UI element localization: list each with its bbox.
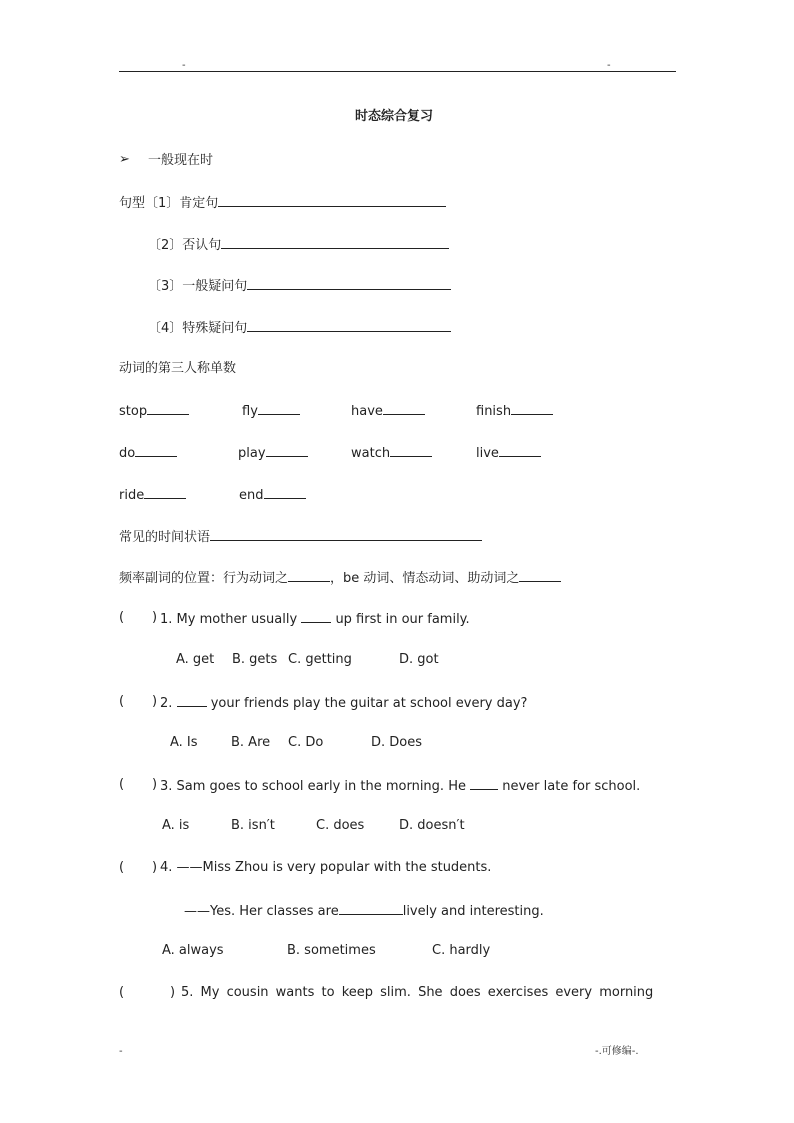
answer-blank[interactable] <box>210 528 482 541</box>
answer-blank[interactable] <box>519 569 561 582</box>
verb-item: watch <box>351 444 432 462</box>
answer-blank[interactable] <box>264 486 306 499</box>
answer-blank[interactable] <box>221 236 449 249</box>
question-paren: ) <box>152 860 158 875</box>
option[interactable]: A. get <box>176 652 215 667</box>
answer-blank[interactable] <box>144 486 186 499</box>
answer-blank[interactable] <box>390 444 432 457</box>
sentence-type-4 <box>148 319 451 337</box>
footer-right-text: -.可修编-. <box>595 1046 639 1057</box>
page-title: 时态综合复习 <box>355 109 434 124</box>
verb-item: finish <box>476 402 553 420</box>
section-heading: 一般现在时 <box>148 153 214 168</box>
question-paren: ( <box>119 860 125 875</box>
answer-blank[interactable] <box>258 402 300 415</box>
option[interactable]: B. sometimes <box>287 943 376 958</box>
time-adverbials-label: 常见的时间状语 <box>119 530 211 545</box>
answer-blank[interactable] <box>511 402 553 415</box>
option[interactable]: B. gets <box>232 652 278 667</box>
verb-item: live <box>476 444 541 462</box>
answer-blank[interactable] <box>383 402 425 415</box>
footer-left-mark: - <box>119 1046 123 1057</box>
answer-blank[interactable] <box>177 694 207 707</box>
time-adverbials-line <box>119 528 482 546</box>
question-2-stem: 2. your friends play the guitar at school every day? <box>160 696 528 711</box>
question-paren: ( <box>119 777 125 792</box>
question-paren: ) <box>152 777 158 792</box>
verb-item: stop <box>119 402 189 420</box>
option[interactable]: D. Does <box>371 735 423 750</box>
verb-item: end <box>239 486 306 504</box>
question-paren: ) <box>152 610 158 625</box>
question-3-stem: 3. Sam goes to school early in the morning. He never late for school. <box>160 779 641 794</box>
verb-item: fly <box>242 402 300 420</box>
option[interactable]: A. always <box>162 943 224 958</box>
sentence-type-item: 〔2〕否认句 <box>148 238 222 253</box>
option[interactable]: B. isn′t <box>231 818 275 833</box>
sentence-type-item: 〔3〕一般疑问句 <box>148 279 248 294</box>
option[interactable]: C. Do <box>288 735 324 750</box>
option[interactable]: C. does <box>316 818 365 833</box>
verb-item: ride <box>119 486 186 504</box>
question-4-reply: ——Yes. Her classes are lively and interesting. <box>184 904 544 919</box>
header-rule <box>119 71 676 72</box>
answer-blank[interactable] <box>247 277 451 290</box>
question-paren: ( <box>119 610 125 625</box>
answer-blank[interactable] <box>147 402 189 415</box>
verb-item: do <box>119 444 177 462</box>
question-paren: ) <box>152 694 158 709</box>
question-5-stem: 5. My cousin wants to keep slim. She does exercises every morning <box>181 985 654 1000</box>
question-paren: ( <box>119 985 125 1000</box>
option[interactable]: C. getting <box>288 652 352 667</box>
option[interactable]: C. hardly <box>432 943 491 958</box>
answer-blank[interactable] <box>135 444 177 457</box>
header-left-mark: - <box>182 60 186 71</box>
sentence-type-label: 句型 <box>119 196 146 211</box>
answer-blank[interactable] <box>499 444 541 457</box>
answer-blank[interactable] <box>247 319 451 332</box>
frequency-line: 频率副词的位置：行为动词之 ，be 动词、情态动词、助动词之 <box>119 569 561 587</box>
option[interactable]: D. doesn′t <box>399 818 465 833</box>
question-paren: ( <box>119 694 125 709</box>
question-4-stem: 4. ——Miss Zhou is very popular with the students. <box>160 860 492 875</box>
sentence-type-item: 〔4〕特殊疑问句 <box>148 321 248 336</box>
answer-blank[interactable] <box>266 444 308 457</box>
option[interactable]: B. Are <box>231 735 271 750</box>
answer-blank[interactable] <box>288 569 330 582</box>
sentence-type-2 <box>148 236 449 254</box>
option[interactable]: A. Is <box>170 735 198 750</box>
question-1-stem: 1. My mother usually up first in our family. <box>160 612 470 627</box>
option[interactable]: A. is <box>162 818 190 833</box>
answer-blank[interactable] <box>470 777 498 790</box>
section-bullet-icon: ➢ <box>119 152 130 167</box>
sentence-type-1 <box>119 194 446 212</box>
sentence-type-item: 〔1〕肯定句 <box>145 196 219 211</box>
verb-item: have <box>351 402 425 420</box>
verb-item: play <box>238 444 308 462</box>
question-paren: ) <box>170 985 176 1000</box>
sentence-type-3 <box>148 277 451 295</box>
answer-blank[interactable] <box>301 610 331 623</box>
answer-blank[interactable] <box>218 194 446 207</box>
option[interactable]: D. got <box>399 652 439 667</box>
third-person-heading: 动词的第三人称单数 <box>119 361 237 376</box>
answer-blank[interactable] <box>339 902 403 915</box>
header-right-mark: - <box>607 60 611 71</box>
